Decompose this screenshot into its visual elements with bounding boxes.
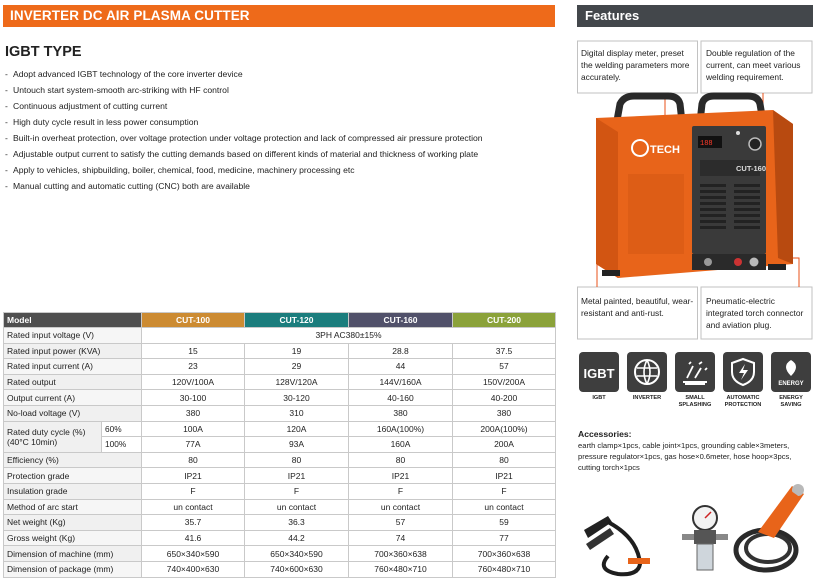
callout-torch-connector: Pneumatic-electric integrated torch connector and aviation plug. [706,296,804,330]
inverter-feature [624,352,670,402]
cell: 77A [142,437,245,453]
table-row [4,452,556,468]
row-label: Protection grade [4,468,142,484]
small-splashing-icon [675,352,715,392]
cell: 380 [453,405,556,421]
cell: F [245,483,349,499]
cell: 40-160 [349,390,453,406]
row-label: Gross weight (Kg) [4,530,142,546]
table-row [4,468,556,484]
model-header-cut-200: CUT-200 [453,313,556,328]
spec-table [3,312,556,578]
energy-saving-label: ENERGY SAVING [779,395,803,408]
cell: 128V/120A [245,374,349,390]
cell: 144V/160A [349,374,453,390]
small-splashing-feature [672,352,718,408]
cell: 23 [142,359,245,375]
accessories-title: Accessories: [578,429,632,439]
automatic-protection-feature [720,352,766,408]
cell: un contact [453,499,556,515]
cell: 77 [453,530,556,546]
cell: 160A(100%) [349,421,453,437]
cell: IP21 [453,468,556,484]
automatic-protection-icon [723,352,763,392]
table-row [4,546,556,562]
feature-item: - Apply to vehicles, shipbuilding, boiler, chemical, food, medicine, machinery processing etc [5,165,355,175]
row-label: Efficiency (%) [4,452,142,468]
cell: 380 [349,405,453,421]
model-header-cut-160: CUT-160 [349,313,453,328]
cell: 59 [453,515,556,531]
cell: F [453,483,556,499]
product-title: INVERTER DC AIR PLASMA CUTTER [10,8,250,23]
cell: 40-200 [453,390,556,406]
row-label: Rated duty cycle (%) (40°C 10min) [4,421,102,452]
accessories-image [578,478,814,580]
row-label: Rated input voltage (V) [4,328,142,344]
cell: un contact [245,499,349,515]
cell: 19 [245,343,349,359]
pressure-regulator-icon [682,506,728,570]
cell: 650×340×590 [142,546,245,562]
model-header: Model [4,313,142,328]
inverter-icon [627,352,667,392]
cell: 30-100 [142,390,245,406]
cell: 57 [349,515,453,531]
plasma-cutter-machine-image [588,88,808,284]
cell: 760×480×710 [349,561,453,577]
callout-metal-painted: Metal painted, beautiful, wear-resistant and anti-rust. [581,296,694,318]
cell: 44 [349,359,453,375]
automatic-protection-label: AUTOMATIC PROTECTION [724,395,762,408]
svg-text:TECH: TECH [650,144,680,156]
table-row [4,374,556,390]
cell: 36.3 [245,515,349,531]
accessories-text: earth clamp×1pcs, cable joint×1pcs, grounding cable×3meters, pressure regulator×1pcs, gas hose×0.6meter, hose hoop×3pcs, cutting torch×1pcs [578,441,792,472]
row-label: Insulation grade [4,483,142,499]
cell: un contact [349,499,453,515]
cell: IP21 [245,468,349,484]
table-row [4,483,556,499]
cell: 160A [349,437,453,453]
row-label: Rated output [4,374,142,390]
table-row [4,561,556,577]
cell: 150V/200A [453,374,556,390]
cell: 35.7 [142,515,245,531]
earth-clamp-icon [584,516,650,574]
cell: 200A(100%) [453,421,556,437]
model-header-cut-100: CUT-100 [142,313,245,328]
cell: 120V/100A [142,374,245,390]
row-label: Net weight (Kg) [4,515,142,531]
model-header-cut-120: CUT-120 [245,313,349,328]
svg-text:188: 188 [700,140,713,148]
row-sublabel: 100% [102,437,142,453]
table-row [4,343,556,359]
table-row [4,499,556,515]
cell: F [349,483,453,499]
table-row [4,328,556,344]
cutting-torch-icon [736,484,804,570]
igbt-type-heading: IGBT TYPE [5,44,82,60]
callout-double-regulation: Double regulation of the current, can meet various welding requirement. [706,48,801,82]
cell: 740×400×630 [142,561,245,577]
product-title-bar [3,5,555,27]
cell: 30-120 [245,390,349,406]
features-header-bar [577,5,813,27]
feature-list [5,66,483,194]
feature-item: - Adjustable output current to satisfy the cutting demands based on different kinds of material and thickness of working plate [5,149,479,159]
table-row [4,515,556,531]
feature-item: - High duty cycle result in less power consumption [5,117,199,127]
small-splashing-label: SMALL SPLASHING [678,395,712,408]
feature-item: - Adopt advanced IGBT technology of the core inverter device [5,69,243,79]
feature-item: - Built-in overheat protection, over voltage protection under voltage protection and lack of compressed air pressure protection [5,133,483,143]
row-sublabel: 60% [102,421,142,437]
cell: 700×360×638 [349,546,453,562]
cell: IP21 [142,468,245,484]
cell: 41.6 [142,530,245,546]
feature-icons-row [576,352,814,414]
cell: 74 [349,530,453,546]
cell: 37.5 [453,343,556,359]
cell: 310 [245,405,349,421]
row-label: Rated input current (A) [4,359,142,375]
cell: 700×360×638 [453,546,556,562]
row-label: Rated input power (KVA) [4,343,142,359]
cell: F [142,483,245,499]
cell: 760×480×710 [453,561,556,577]
feature-item: - Untouch start system-smooth arc-striking with HF control [5,85,229,95]
table-row [4,359,556,375]
row-label: Dimension of package (mm) [4,561,142,577]
features-title: Features [585,8,640,23]
energy-saving-icon [771,352,811,392]
cell: 380 [142,405,245,421]
table-row [4,530,556,546]
energy-saving-feature [768,352,814,408]
table-row [4,390,556,406]
cell: un contact [142,499,245,515]
cell: 80 [349,452,453,468]
cell: IP21 [349,468,453,484]
cell: 80 [453,452,556,468]
cell: 100A [142,421,245,437]
cell: 15 [142,343,245,359]
cell: 120A [245,421,349,437]
row-label: No-load voltage (V) [4,405,142,421]
cell: 3PH AC380±15% [142,328,556,344]
cell: 29 [245,359,349,375]
igbt-label: IGBT [592,395,606,401]
machine-model-label: CUT-160 [736,164,767,173]
svg-text:IGBT: IGBT [583,366,615,381]
cell: 80 [142,452,245,468]
cell: 650×340×590 [245,546,349,562]
inverter-label: INVERTER [632,395,662,401]
cell: 44.2 [245,530,349,546]
cell: 200A [453,437,556,453]
feature-item: - Continuous adjustment of cutting current [5,101,168,111]
igbt-feature [576,352,622,402]
cell: 57 [453,359,556,375]
table-header-row [4,313,556,328]
svg-text:ENERGY: ENERGY [778,381,804,387]
feature-item: - Manual cutting and automatic cutting (CNC) both are available [5,181,250,191]
row-label: Method of arc start [4,499,142,515]
igbt-icon [579,352,619,392]
cell: 740×600×630 [245,561,349,577]
table-row [4,405,556,421]
callout-display-meter: Digital display meter, preset the welding parameters more accurately. [581,48,690,82]
table-row [4,421,556,437]
cell: 80 [245,452,349,468]
row-label: Dimension of machine (mm) [4,546,142,562]
cell: 28.8 [349,343,453,359]
row-label: Output current (A) [4,390,142,406]
cell: 93A [245,437,349,453]
